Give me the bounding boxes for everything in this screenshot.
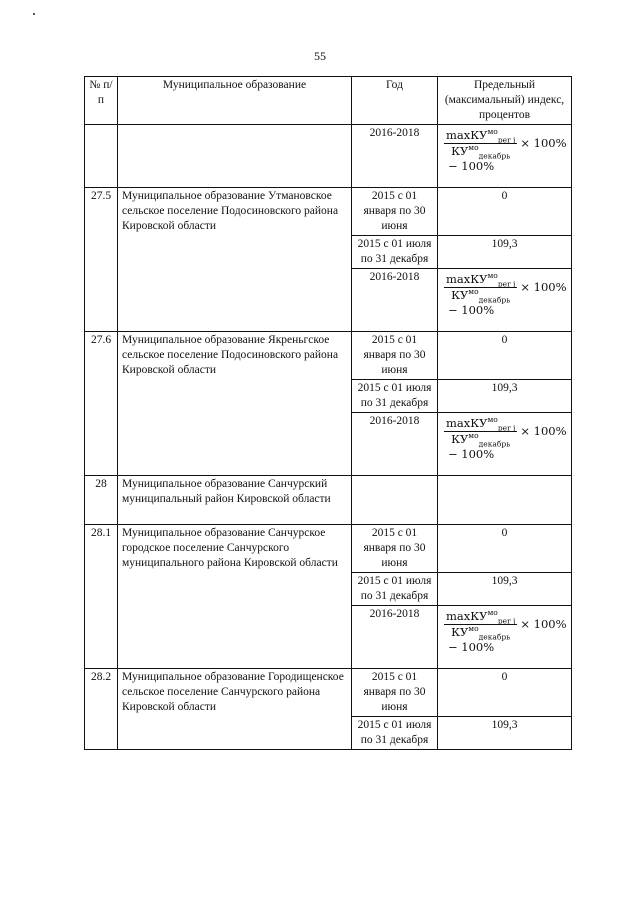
header-index: Предельный (максимальный) индекс, процентов — [438, 77, 572, 125]
year-cell: 2015 с 01 июля по 31 декабря — [352, 717, 438, 750]
formula-cell — [438, 413, 572, 476]
formula-denominator — [444, 431, 517, 449]
year-cell: 2015 с 01 июля по 31 декабря — [352, 380, 438, 413]
formula-denominator — [444, 287, 517, 305]
year-cell: 2015 с 01 января по 30 июня — [352, 525, 438, 573]
formula-fraction — [444, 415, 517, 449]
formula — [440, 270, 569, 317]
municipality-name: Муниципальное образование Санчурский муниципальный район Кировской области — [118, 476, 352, 525]
numerator-base: maxКУ — [446, 272, 488, 286]
formula-numerator — [444, 129, 517, 144]
row-number: 28 — [85, 476, 118, 525]
index-cell: 0 — [438, 332, 572, 380]
formula-fraction — [444, 271, 517, 305]
index-cell: 0 — [438, 525, 572, 573]
municipality-name: Муниципальное образование Санчурское городское поселение Санчурского муниципального района Кировской области — [118, 525, 352, 669]
formula-minus: − 100% — [448, 159, 495, 173]
denominator-base: КУ — [451, 144, 469, 158]
formula-cell — [438, 125, 572, 188]
row-number: 28.2 — [85, 669, 118, 750]
formula-denominator — [444, 624, 517, 642]
formula — [440, 607, 569, 654]
denominator-sup: мо — [468, 287, 479, 297]
denominator-sup: мо — [468, 143, 479, 153]
formula-times: × 100% — [520, 136, 567, 150]
formula-times: × 100% — [520, 280, 567, 294]
denominator-base: КУ — [451, 288, 469, 302]
formula-fraction — [444, 127, 517, 161]
table-row — [85, 669, 572, 717]
formula-numerator — [444, 610, 517, 625]
year-cell: 2015 с 01 января по 30 июня — [352, 332, 438, 380]
numerator-sub: per j — [497, 616, 516, 626]
index-cell: 109,3 — [438, 573, 572, 606]
formula-minus: − 100% — [448, 303, 495, 317]
numerator-sup: мо — [487, 271, 498, 281]
year-cell: 2016-2018 — [352, 606, 438, 669]
numerator-sup: мо — [487, 127, 498, 137]
formula — [440, 126, 569, 173]
numerator-sup: мо — [487, 415, 498, 425]
index-cell: 109,3 — [438, 236, 572, 269]
formula-cell — [438, 269, 572, 332]
formula-fraction — [444, 608, 517, 642]
formula-times: × 100% — [520, 424, 567, 438]
formula-numerator — [444, 417, 517, 432]
year-cell: 2015 с 01 января по 30 июня — [352, 669, 438, 717]
denominator-sup: мо — [468, 624, 479, 634]
table-row — [85, 125, 572, 188]
header-mo: Муниципальное образование — [118, 77, 352, 125]
formula-minus: − 100% — [448, 447, 495, 461]
numerator-base: maxКУ — [446, 609, 488, 623]
year-cell: 2015 с 01 июля по 31 декабря — [352, 236, 438, 269]
year-cell: 2015 с 01 июля по 31 декабря — [352, 573, 438, 606]
formula-numerator — [444, 273, 517, 288]
denominator-sub: декабрь — [478, 632, 511, 642]
municipality-name: Муниципальное образование Утмановское сельское поселение Подосиновского района Кировской области — [118, 188, 352, 332]
numerator-sup: мо — [487, 608, 498, 618]
index-cell: 0 — [438, 188, 572, 236]
formula-minus: − 100% — [448, 640, 495, 654]
table-row — [85, 188, 572, 236]
header-year: Год — [352, 77, 438, 125]
year-cell: 2016-2018 — [352, 125, 438, 188]
row-number: 28.1 — [85, 525, 118, 669]
year-cell: 2015 с 01 января по 30 июня — [352, 188, 438, 236]
denominator-sub: декабрь — [478, 439, 511, 449]
scan-speck — [33, 13, 35, 15]
year-cell: 2016-2018 — [352, 413, 438, 476]
tariff-index-table — [84, 76, 572, 750]
numerator-base: maxКУ — [446, 416, 488, 430]
numerator-sub: per j — [497, 135, 516, 145]
index-cell: 109,3 — [438, 380, 572, 413]
index-cell: 109,3 — [438, 717, 572, 750]
denominator-base: КУ — [451, 432, 469, 446]
table-header-row — [85, 77, 572, 125]
municipality-name: Муниципальное образование Якреньгское сельское поселение Подосиновского района Кировской области — [118, 332, 352, 476]
denominator-sup: мо — [468, 431, 479, 441]
numerator-base: maxКУ — [446, 128, 488, 142]
header-num: № п/п — [85, 77, 118, 125]
numerator-sub: per j — [497, 279, 516, 289]
denominator-sub: декабрь — [478, 151, 511, 161]
row-number: 27.5 — [85, 188, 118, 332]
formula-times: × 100% — [520, 617, 567, 631]
denominator-sub: декабрь — [478, 295, 511, 305]
formula-cell — [438, 606, 572, 669]
page-number: 55 — [314, 49, 326, 63]
municipality-name: Муниципальное образование Городищенское сельское поселение Санчурского района Кировской области — [118, 669, 352, 750]
numerator-sub: per j — [497, 423, 516, 433]
formula-denominator — [444, 143, 517, 161]
row-number: 27.6 — [85, 332, 118, 476]
table-row-section — [85, 476, 572, 525]
table-row — [85, 525, 572, 573]
denominator-base: КУ — [451, 625, 469, 639]
index-cell: 0 — [438, 669, 572, 717]
formula — [440, 414, 569, 461]
year-cell: 2016-2018 — [352, 269, 438, 332]
table-row — [85, 332, 572, 380]
